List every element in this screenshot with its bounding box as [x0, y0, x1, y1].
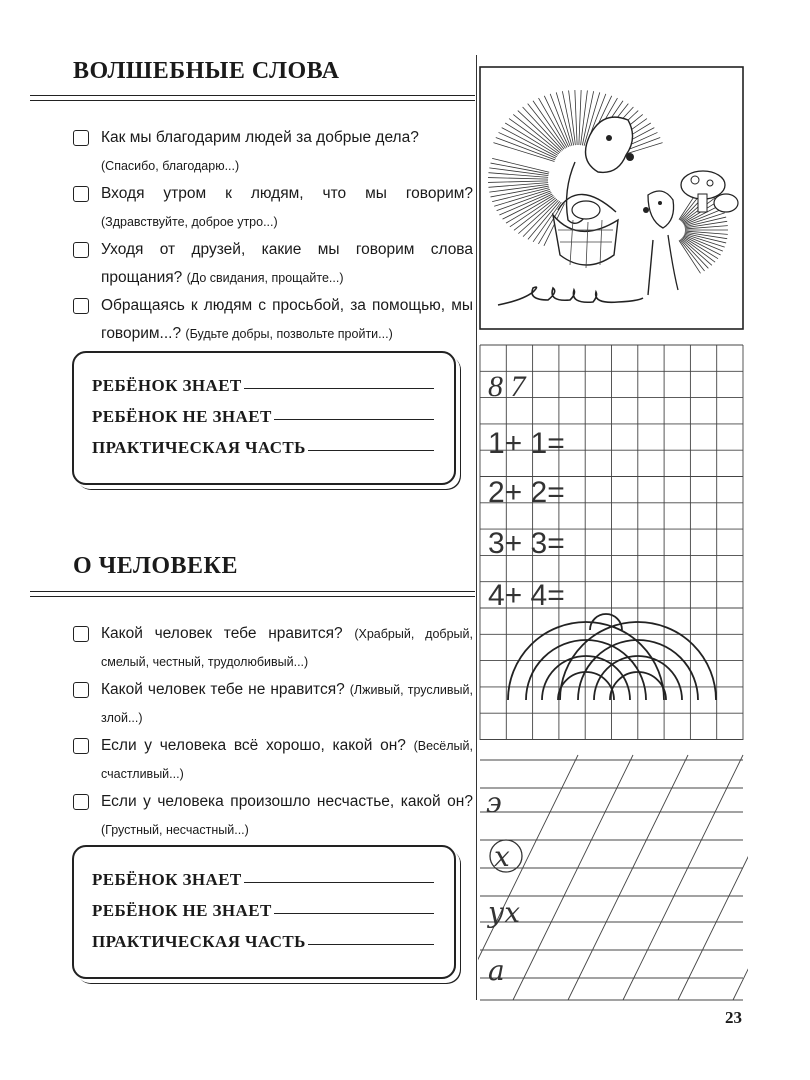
- answer-line[interactable]: [244, 388, 434, 389]
- assessment-row-practice: ПРАКТИЧЕСКАЯ ЧАСТЬ: [92, 427, 454, 458]
- question-item: [73, 620, 473, 676]
- assessment-box: [72, 845, 456, 979]
- checkbox[interactable]: [73, 738, 89, 754]
- cursive-letter: а: [488, 954, 505, 987]
- question-text: Входя утром к людям, что мы говорим?: [101, 185, 473, 202]
- cursive-letter: х: [494, 840, 510, 873]
- section-title-magic-words: ВОЛШЕБНЫЕ СЛОВА: [73, 58, 340, 84]
- question-item: [73, 788, 473, 844]
- checkbox[interactable]: [73, 298, 89, 314]
- grid-row-2: 1+ 1=: [488, 427, 565, 460]
- answer-hint: (Здравствуйте, доброе утро...): [101, 215, 278, 229]
- question-text: Какой человек тебе не нравится?: [101, 681, 345, 698]
- answer-hint: (Лживый, трусливый, злой...): [101, 683, 473, 725]
- assessment-box: [72, 351, 456, 485]
- answer-hint: (Храбрый, добрый, смелый, честный, трудолюбивый...): [101, 627, 473, 669]
- question-text: Какой человек тебе нравится?: [101, 625, 343, 642]
- question-text: Уходя от друзей, какие мы говорим слова прощания?: [101, 241, 473, 286]
- question-text: Если у человека всё хорошо, какой он?: [101, 737, 406, 754]
- grid-row-4: 3+ 3=: [488, 527, 565, 560]
- column-divider: [476, 55, 477, 1000]
- checkbox[interactable]: [73, 186, 89, 202]
- answer-hint: (Будьте добры, позвольте пройти...): [185, 327, 393, 341]
- answer-hint: (Спасибо, благодарю...): [101, 159, 240, 173]
- question-item: [73, 180, 473, 236]
- answer-hint: (До свидания, прощайте...): [186, 271, 344, 285]
- grid-row-3: 2+ 2=: [488, 476, 565, 509]
- question-item: [73, 676, 473, 732]
- answer-line[interactable]: [274, 419, 434, 420]
- cursive-letter: э: [486, 786, 502, 819]
- assessment-row-knows: РЕБЁНОК ЗНАЕТ: [92, 859, 454, 890]
- assessment-row-knows: РЕБЁНОК ЗНАЕТ: [92, 365, 454, 396]
- question-item: [73, 124, 473, 180]
- assessment-row-not-knows: РЕБЁНОК НЕ ЗНАЕТ: [92, 396, 454, 427]
- hedgehogs-illustration: [480, 67, 743, 329]
- assessment-row-practice: ПРАКТИЧЕСКАЯ ЧАСТЬ: [92, 921, 454, 952]
- question-text: Как мы благодарим людей за добрые дела?: [101, 129, 419, 146]
- answer-line[interactable]: [244, 882, 434, 883]
- answer-hint: (Весёлый, счастливый...): [101, 739, 473, 781]
- cursive-letter: ух: [488, 896, 521, 929]
- page-number: 23: [725, 1008, 742, 1027]
- section-divider: [30, 95, 475, 101]
- question-item: [73, 292, 473, 348]
- answer-line[interactable]: [308, 944, 434, 945]
- cursive-lines: [478, 755, 748, 1000]
- checkbox[interactable]: [73, 682, 89, 698]
- question-text: Если у человека произошло несчастье, какой он?: [101, 793, 473, 810]
- checkbox[interactable]: [73, 626, 89, 642]
- question-item: [73, 236, 473, 292]
- question-item: [73, 732, 473, 788]
- answer-line[interactable]: [274, 913, 434, 914]
- question-list-magic-words: [73, 124, 473, 348]
- checkbox[interactable]: [73, 130, 89, 146]
- grid-row-1: 8 7: [488, 370, 526, 403]
- assessment-row-not-knows: РЕБЁНОК НЕ ЗНАЕТ: [92, 890, 454, 921]
- checkbox[interactable]: [73, 242, 89, 258]
- answer-hint: (Грустный, несчастный...): [101, 823, 249, 837]
- section-title-about-person: О ЧЕЛОВЕКЕ: [73, 553, 238, 579]
- math-grid: [480, 345, 743, 740]
- checkbox[interactable]: [73, 794, 89, 810]
- question-list-about-person: [73, 620, 473, 844]
- right-column-exercises: [478, 60, 748, 1005]
- question-text: Обращаясь к людям с просьбой, за помощью, мы говорим...?: [101, 297, 473, 342]
- answer-line[interactable]: [308, 450, 434, 451]
- section-divider: [30, 591, 475, 597]
- grid-row-5: 4+ 4=: [488, 579, 565, 612]
